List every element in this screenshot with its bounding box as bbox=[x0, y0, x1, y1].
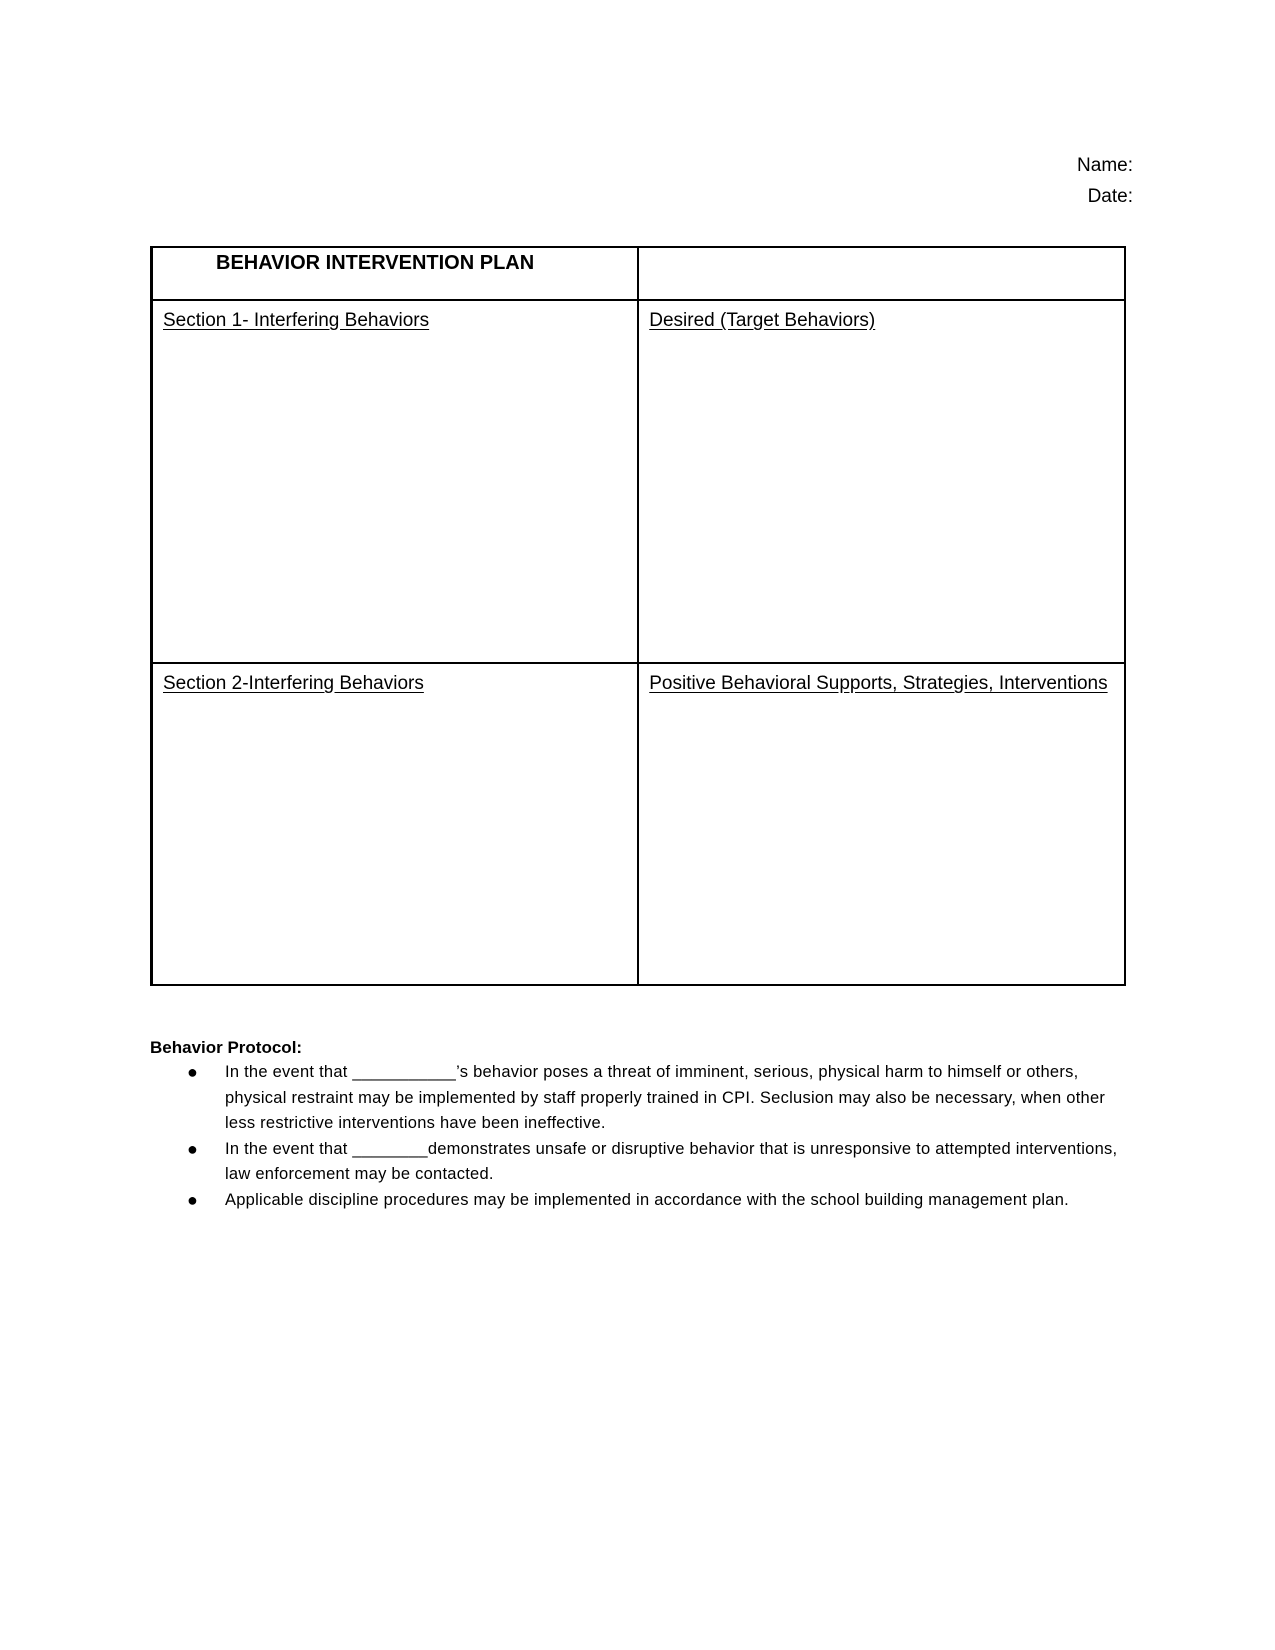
plan-title: BEHAVIOR INTERVENTION PLAN bbox=[216, 252, 535, 274]
behavior-plan-table bbox=[150, 246, 1126, 986]
section1-desired-cell bbox=[638, 300, 1125, 663]
name-label: Name: bbox=[1077, 155, 1133, 176]
section1-row bbox=[152, 300, 1126, 663]
protocol-item bbox=[150, 1188, 1135, 1214]
protocol-list bbox=[150, 1060, 1135, 1213]
section2-interfering-heading: Section 2-Interfering Behaviors bbox=[163, 673, 424, 694]
protocol-item bbox=[150, 1137, 1135, 1188]
protocol-item-text: In the event that ___________’s behavior poses a threat of imminent, serious, physical harm to himself or others, physical restraint may be implemented by staff properly trained in CPI. Seclusion may also be necessary, when other less restrictive interventions have been ineffective. bbox=[225, 1063, 1106, 1132]
bullet-icon: ● bbox=[187, 1062, 199, 1082]
bullet-icon: ● bbox=[187, 1189, 199, 1210]
section1-interfering-heading: Section 1- Interfering Behaviors bbox=[163, 310, 430, 331]
protocol-item-text: Applicable discipline procedures may be implemented in accordance with the school building management plan. bbox=[225, 1190, 1069, 1209]
section1-interfering-cell bbox=[152, 300, 639, 663]
bullet-icon: ● bbox=[187, 1138, 199, 1159]
positive-supports-heading: Positive Behavioral Supports, Strategies, Interventions bbox=[649, 673, 1108, 694]
title-cell bbox=[152, 247, 639, 300]
protocol-title: Behavior Protocol: bbox=[150, 1038, 303, 1057]
header-fields bbox=[1077, 150, 1133, 212]
desired-target-heading: Desired (Target Behaviors) bbox=[649, 310, 876, 331]
date-label: Date: bbox=[1087, 186, 1133, 207]
section2-row bbox=[152, 663, 1126, 985]
protocol-item-text: In the event that ________demonstrates unsafe or disruptive behavior that is unresponsive to attempted interventions, law enforcement may be contacted. bbox=[225, 1139, 1118, 1183]
section2-supports-cell bbox=[638, 663, 1125, 985]
title-right-cell bbox=[638, 247, 1125, 300]
behavior-protocol bbox=[150, 1036, 1135, 1213]
table-title-row bbox=[152, 247, 1126, 300]
protocol-item bbox=[150, 1060, 1135, 1137]
section2-interfering-cell bbox=[152, 663, 639, 985]
